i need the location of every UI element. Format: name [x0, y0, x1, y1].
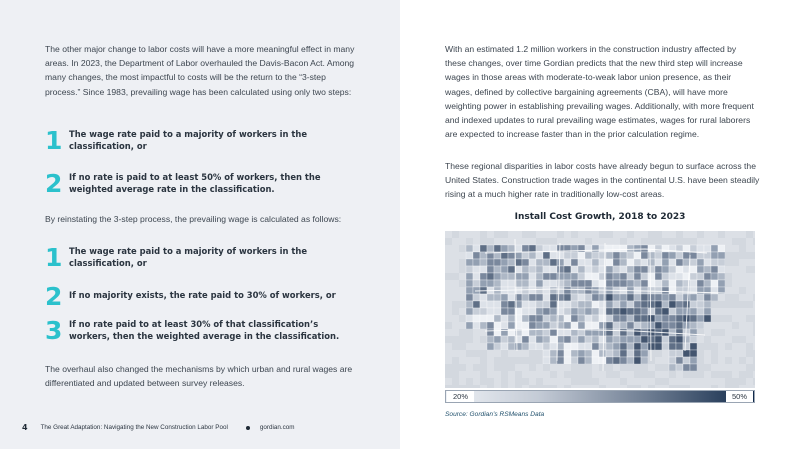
step-number: 2 — [45, 282, 62, 311]
overhaul-paragraph: The overhaul also changed the mechanisms by which urban and rural wages are differentiated and updated between survey releases. — [45, 364, 353, 389]
list1-item-1 — [45, 128, 359, 154]
workers-paragraph: With an estimated 1.2 million workers in the construction industry affected by these changes, over time Gordian predicts that the new third step will increase wages in those areas with moderate-to-weak labor union presence, as their wages, defined by collective bargaining agreements (CBA), will have more weighting power in establishing prevailing wages. Additionally, with more frequent and indexed updates to rural prevailing wage estimates, wages for rural laborers are expected to increase faster than in the prior calculation regime. — [445, 44, 754, 140]
list1-item-2 — [45, 171, 359, 197]
step-text: The wage rate paid to a majority of workers in the classification, or — [69, 246, 308, 268]
bullet-separator — [246, 426, 250, 430]
step-text: The wage rate paid to a majority of workers in the classification, or — [69, 129, 308, 151]
list2-item-2 — [45, 284, 359, 310]
disparities-paragraph: These regional disparities in labor costs have already begun to surface across the United States. Construction trade wages in the continental U.S. have been steadily rising at a much higher rate in traditionally low-cost areas. — [445, 161, 760, 200]
figure-title: Install Cost Growth, 2018 to 2023 — [514, 212, 686, 222]
step-number: 1 — [45, 126, 62, 155]
page-footer — [22, 423, 295, 432]
step-number: 3 — [45, 316, 62, 345]
intro-paragraph: The other major change to labor costs will have a more meaningful effect in many areas. In 2023, the Department of Labor overhauled the Davis-Bacon Act. Among many changes, the most impactful to costs will be the return to the “3-step process.” Since 1983, prevailing wage has been calculated using only two steps: — [45, 44, 355, 97]
step-text: If no majority exists, the rate paid to 30% of workers, or — [69, 290, 336, 300]
legend-low-label: 20% — [447, 391, 474, 402]
footer-title: The Great Adaptation: Navigating the New Construction Labor Pool — [40, 424, 228, 431]
page-number: 4 — [22, 423, 28, 432]
list2-item-1 — [45, 245, 359, 271]
list2-item-3 — [45, 318, 359, 344]
step-text: If no rate is paid to at least 50% of workers, then the weighted average rate in the classification. — [69, 172, 321, 194]
step-number: 1 — [45, 243, 62, 272]
step-number: 2 — [45, 169, 62, 198]
figure-source: Source: Gordian’s RSMeans Data — [445, 411, 545, 418]
step-text: If no rate paid to at least 30% of that classification’s workers, then the weighted average in the classification. — [69, 319, 340, 341]
legend-high-label: 50% — [726, 391, 753, 402]
color-scale-legend — [445, 390, 755, 403]
footer-link[interactable]: gordian.com — [259, 424, 295, 431]
cost-growth-map — [445, 231, 755, 388]
process-paragraph: By reinstating the 3-step process, the prevailing wage is calculated as follows: — [45, 214, 342, 224]
